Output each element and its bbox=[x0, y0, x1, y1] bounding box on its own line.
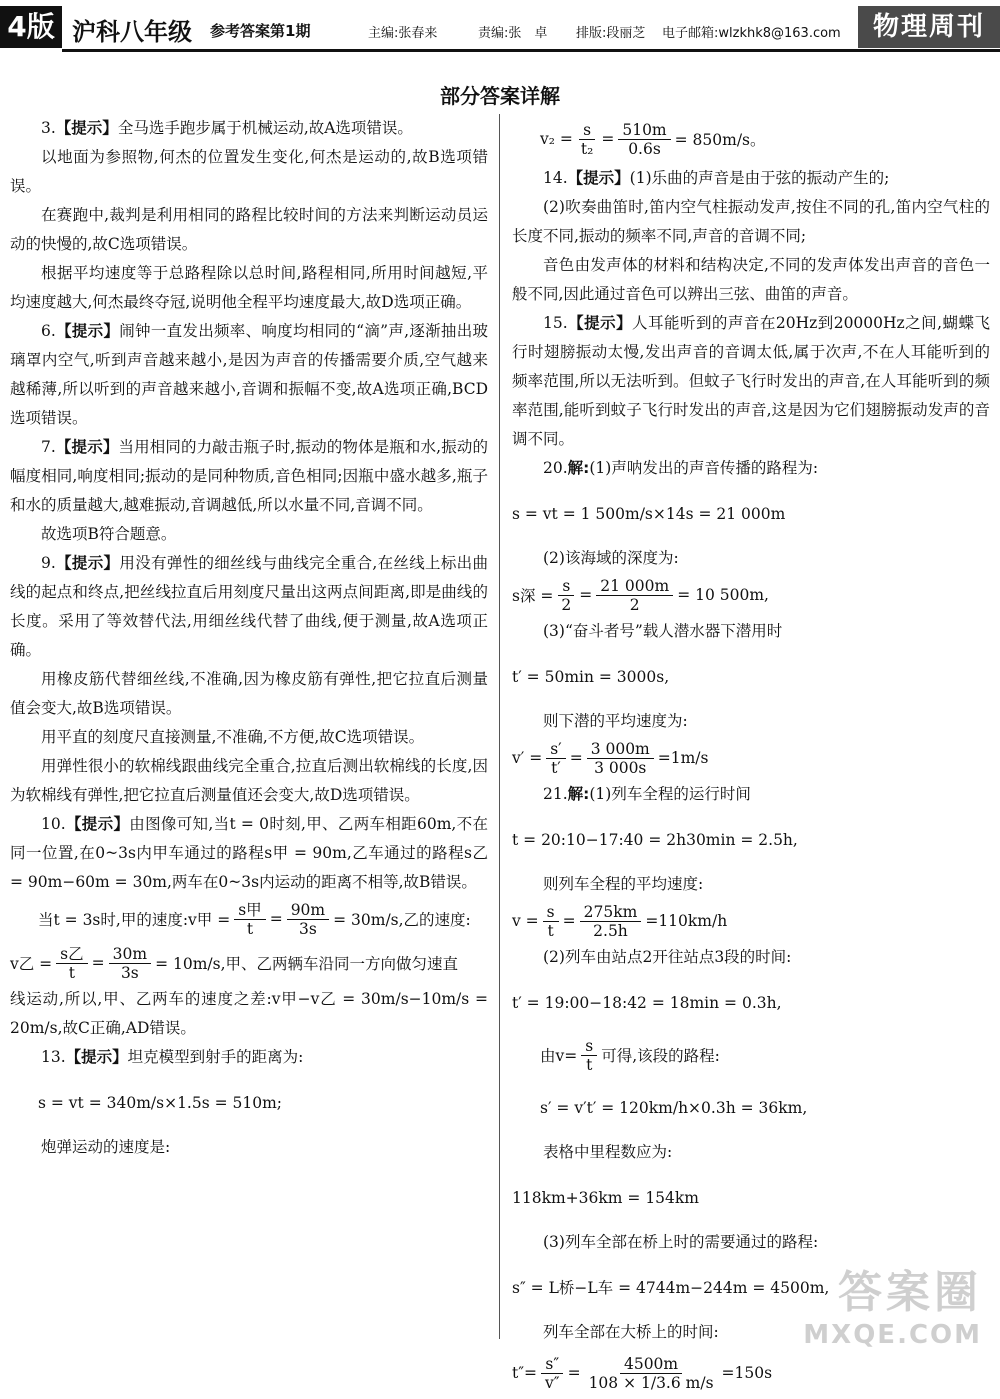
q21-p6: (3)列车全部在桥上时的需要通过的路程: bbox=[543, 1233, 819, 1251]
q21-eq6: s″ = L桥−L车 = 4744m−244m = 4500m, bbox=[512, 1278, 830, 1297]
fraction: $\frac{s}{t}$ bbox=[543, 903, 559, 940]
q20-eq3: t′ = 50min = 3000s, bbox=[512, 667, 670, 686]
q21-eq5: 118km+36km = 154km bbox=[512, 1188, 699, 1207]
q20-p1: 20.解:(1)声呐发出的声音传播的路程为: bbox=[543, 459, 819, 477]
q21-p5: 表格中里程数应为: bbox=[543, 1143, 673, 1161]
q20-p2: (2)该海域的深度为: bbox=[543, 549, 679, 567]
q21-eq7: t″= $\frac{s''}{v''}$ = $\frac{4500m}{108 \times 1/3.6 m/s}$ =150s bbox=[512, 1354, 773, 1392]
q20-p3: (3)“奋斗者号”载人潜水器下潜用时 bbox=[543, 622, 783, 640]
right-column bbox=[512, 114, 990, 1399]
q10-p1: 10.【提示】由图像可知,当t = 0时刻,甲、乙两车相距60m,不在同一位置,在0~3s内甲车通过的路程s甲 = 90m,乙车通过的路程s乙 = 90m−60m = 30m,两车在0~3s内运动的距离不相等,故B错误。 bbox=[10, 815, 488, 891]
q3-p1: 3.【提示】全马选手跑步属于机械运动,故A选项错误。 bbox=[41, 119, 413, 137]
brand-logo: 物理周刊 bbox=[858, 6, 1000, 48]
q10-speed-yi: v乙 = $\frac{\text{s乙}}{t}$ = $\frac{30m}{3s}$ = 10m/s,甲、乙两辆车沿同一方向做匀速直 bbox=[10, 944, 459, 982]
q9-p2: 用橡皮筋代替细丝线,不准确,因为橡皮筋有弹性,把它拉直后测量值会变大,故B选项错误。 bbox=[10, 670, 488, 717]
q15-p1: 15.【提示】人耳能听到的声音在20Hz到20000Hz之间,蝴蝶飞行时翅膀振动太慢,发出声音的音调太低,属于次声,不在人耳能听到的频率范围,所以无法听到。但蚊子飞行时发出的声音,在人耳能听到的频率范围,能听到蚊子飞行时发出的声音,这是因为它们翅膀振动发声的音调不同。 bbox=[512, 314, 990, 448]
grade-label: 沪科八年级 bbox=[72, 18, 192, 46]
q14-p1: 14.【提示】(1)乐曲的声音是由于弦的振动产生的; bbox=[543, 169, 890, 187]
q6-p1: 6.【提示】闹钟一直发出频率、响度均相同的“滴”声,逐渐抽出玻璃罩内空气,听到声音越来越小,是因为声音的传播需要介质,空气越来越稀薄,所以听到的声音越来越小,音调和振幅不变,故A选项正确,BCD选项错误。 bbox=[10, 322, 488, 427]
fraction: $\frac{275km}{2.5h}$ bbox=[580, 903, 642, 940]
q13-p2: 炮弹运动的速度是: bbox=[41, 1138, 171, 1156]
fraction: $\frac{21 000m}{2}$ bbox=[596, 577, 673, 614]
page-header bbox=[0, 0, 1000, 52]
q21-p4: 由v= $\frac{s}{t}$ 可得,该段的路程: bbox=[540, 1036, 720, 1074]
layout-editor: 排版:段丽芝 bbox=[576, 26, 646, 41]
fraction: $\frac{s}{t}$ bbox=[581, 1037, 597, 1074]
header-rule bbox=[62, 49, 1000, 52]
q21-p2: 则列车全程的平均速度: bbox=[543, 875, 704, 893]
fraction: $\frac{\text{s乙}}{t}$ bbox=[56, 945, 87, 982]
q9-p4: 用弹性很小的软棉线跟曲线完全重合,拉直后测出软棉线的长度,因为软棉线有弹性,把它拉直后测量值还会变大,故D选项错误。 bbox=[10, 757, 488, 804]
q10-p4: 线运动,所以,甲、乙两车的速度之差:v甲−v乙 = 30m/s−10m/s = 20m/s,故C正确,AD错误。 bbox=[10, 990, 488, 1037]
q13-p1: 13.【提示】坦克模型到射手的距离为: bbox=[41, 1048, 304, 1066]
fraction: $\frac{510m}{0.6s}$ bbox=[618, 121, 670, 158]
fraction: $\frac{\text{s甲}}{t}$ bbox=[234, 901, 265, 938]
q21-p1: 21.解:(1)列车全程的运行时间 bbox=[543, 785, 751, 803]
q21-eq3: t′ = 19:00−18:42 = 18min = 0.3h, bbox=[512, 993, 782, 1012]
fraction: $\frac{90m}{3s}$ bbox=[287, 901, 329, 938]
fraction: $\frac{4500m}{108 \times 1/3.6 m/s}$ bbox=[588, 1354, 714, 1392]
q3-p3: 在赛跑中,裁判是利用相同的路程比较时间的方法来判断运动员运动的快慢的,故C选项错误。 bbox=[10, 206, 488, 253]
fraction: $\frac{s}{2}$ bbox=[557, 577, 575, 614]
watermark: 答案圈 MXQE.COM bbox=[803, 1267, 982, 1350]
q3-p4: 根据平均速度等于总路程除以总时间,路程相同,所用时间越短,平均速度越大,何杰最终夺冠,说明他全程平均速度最大,故D选项正确。 bbox=[10, 264, 488, 311]
fraction: $\frac{s'}{t'}$ bbox=[546, 740, 565, 777]
q21-p3: (2)列车由站点2开往站点3段的时间: bbox=[543, 948, 792, 966]
v2-equation: v₂ = $\frac{s}{\text{t₂}}$ = $\frac{510m}{0.6s}$ = 850m/s。 bbox=[540, 120, 766, 158]
q20-eq1: s = vt = 1 500m/s×14s = 21 000m bbox=[512, 504, 786, 523]
column-divider bbox=[499, 114, 500, 1339]
q9-p3: 用平直的刻度尺直接测量,不准确,不方便,故C选项错误。 bbox=[41, 728, 425, 746]
q7-p2: 故选项B符合题意。 bbox=[41, 525, 177, 543]
responsible-editor: 责编:张 卓 bbox=[478, 26, 548, 41]
q21-eq1: t = 20:10−17:40 = 2h30min = 2.5h, bbox=[512, 830, 798, 849]
q20-eq4: v′ = $\frac{s'}{t'}$ = $\frac{3 000m}{3 000s}$ =1m/s bbox=[512, 739, 709, 777]
q21-eq2: v = $\frac{s}{t}$ = $\frac{275km}{2.5h}$ =110km/h bbox=[512, 902, 728, 940]
q21-p7: 列车全部在大桥上的时间: bbox=[543, 1323, 719, 1341]
q13-eq1: s = vt = 340m/s×1.5s = 510m; bbox=[38, 1093, 283, 1112]
q3-p2: 以地面为参照物,何杰的位置发生变化,何杰是运动的,故B选项错误。 bbox=[10, 148, 488, 195]
edition-badge: 4版 bbox=[0, 6, 62, 48]
q14-p3: 音色由发声体的材料和结构决定,不同的发声体发出声音的音色一般不同,因此通过音色可以辨出三弦、曲笛的声音。 bbox=[512, 256, 990, 303]
issue-label: 参考答案第1期 bbox=[210, 22, 311, 40]
chief-editor: 主编:张春来 bbox=[368, 26, 438, 41]
fraction: $\frac{s}{\text{t₂}}$ bbox=[580, 120, 594, 158]
q14-p2: (2)吹奏曲笛时,笛内空气柱振动发声,按住不同的孔,笛内空气柱的长度不同,振动的频率不同,声音的音调不同; bbox=[512, 198, 990, 245]
left-column bbox=[10, 114, 488, 1162]
q10-speed-jia: 当t = 3s时,甲的速度:v甲 = $\frac{\text{s甲}}{t}$ = $\frac{90m}{3s}$ = 30m/s,乙的速度: bbox=[38, 900, 471, 938]
fraction: $\frac{3 000m}{3 000s}$ bbox=[587, 740, 654, 777]
q9-p1: 9.【提示】用没有弹性的细丝线与曲线完全重合,在丝线上标出曲线的起点和终点,把丝线拉直后用刻度尺量出这两点间距离,即是曲线的长度。采用了等效替代法,用细丝线代替了曲线,便于测量,故A选项正确。 bbox=[10, 554, 488, 659]
fraction: $\frac{30m}{3s}$ bbox=[109, 945, 151, 982]
fraction: $\frac{s''}{v''}$ bbox=[541, 1355, 564, 1392]
q21-eq4: s′ = v′t′ = 120km/h×0.3h = 36km, bbox=[540, 1098, 808, 1117]
q20-p4: 则下潜的平均速度为: bbox=[543, 712, 688, 730]
email: 电子邮箱:wlzkhk8@163.com bbox=[662, 26, 841, 41]
q20-eq2: s深 = $\frac{s}{2}$ = $\frac{21 000m}{2}$ = 10 500m, bbox=[512, 576, 769, 614]
page-title: 部分答案详解 bbox=[440, 84, 560, 108]
q7-p1: 7.【提示】当用相同的力敲击瓶子时,振动的物体是瓶和水,振动的幅度相同,响度相同;振动的是同种物质,音色相同;因瓶中盛水越多,瓶子和水的质量越大,越难振动,音调越低,所以水量不同,音调不同。 bbox=[10, 438, 488, 514]
